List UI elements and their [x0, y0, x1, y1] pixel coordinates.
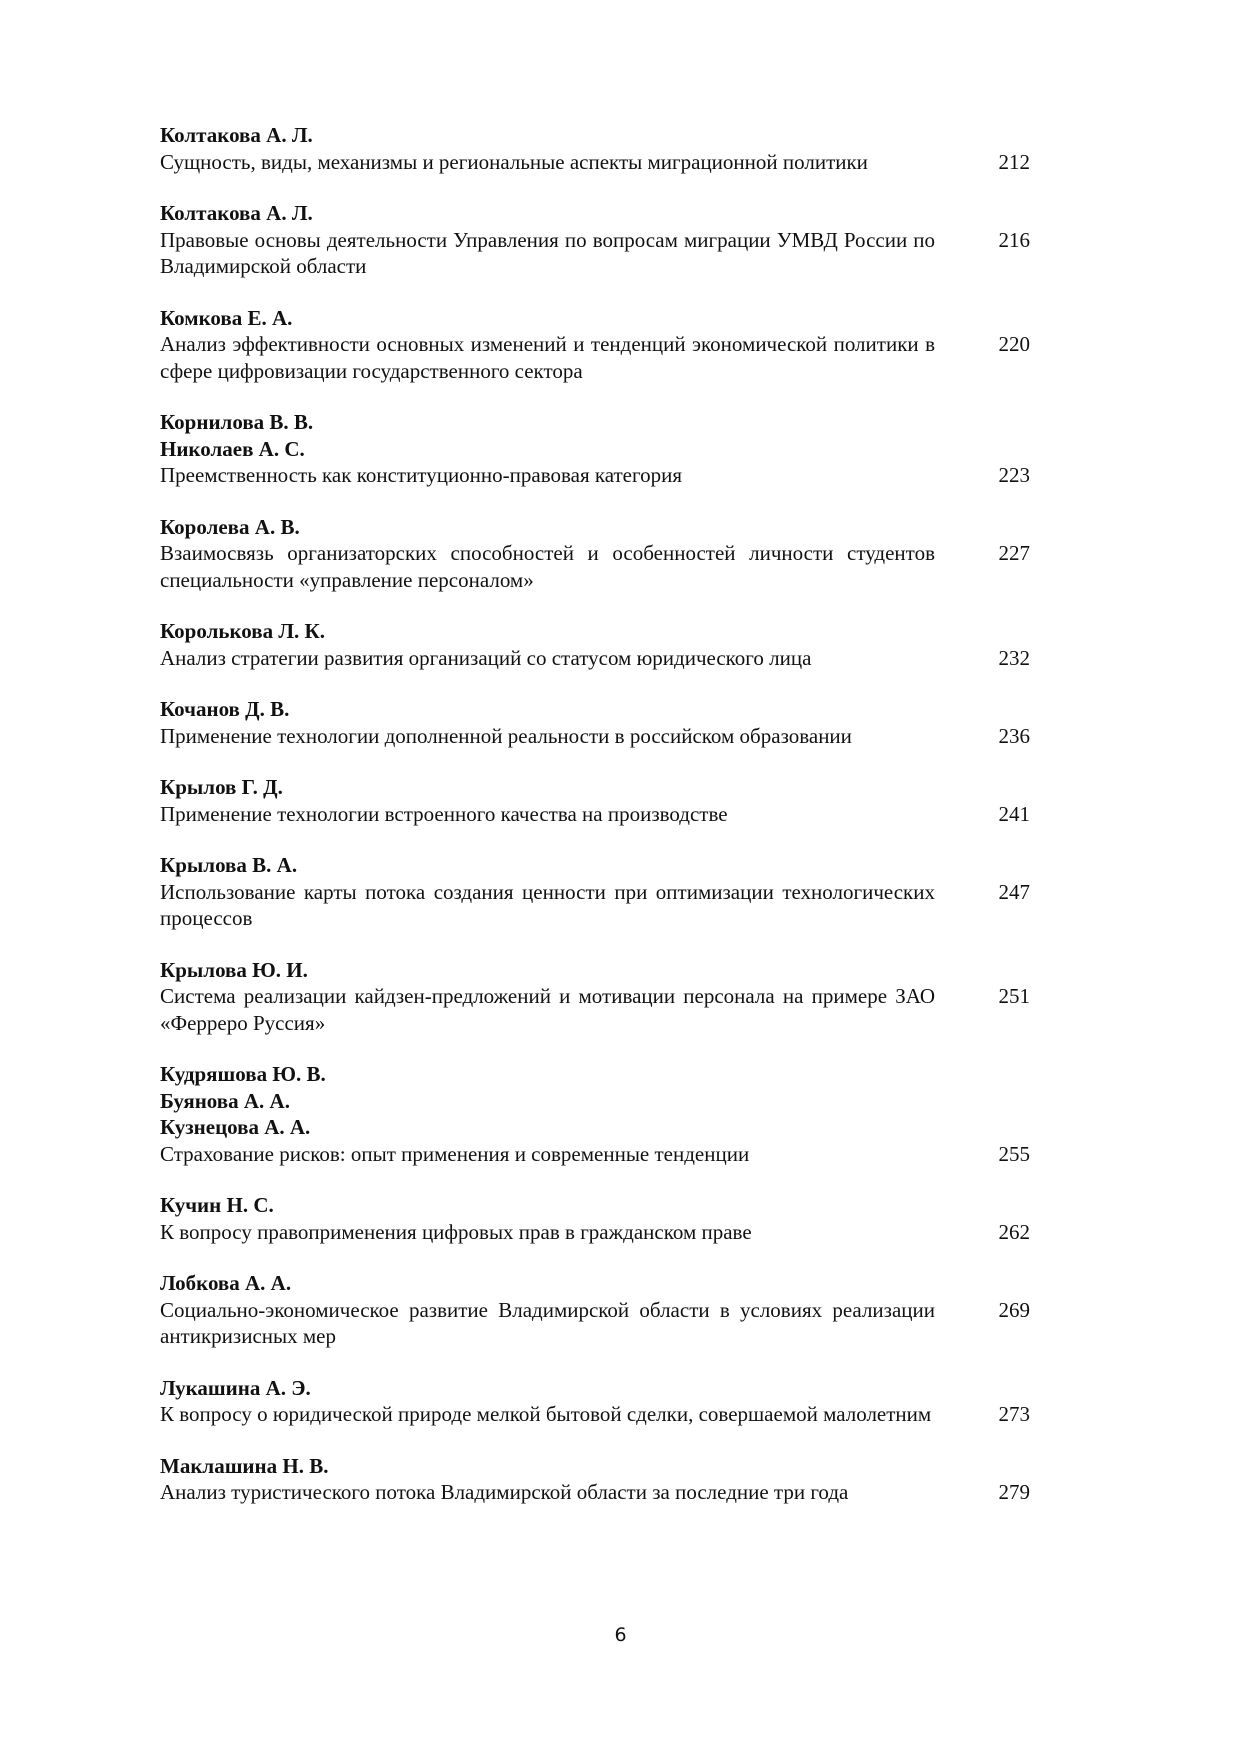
toc-row — [160, 331, 1030, 384]
toc-entry — [160, 618, 1030, 671]
article-title: Социально-экономическое развитие Владимирской области в условиях реализации антикризисных мер — [160, 1297, 935, 1348]
toc-row — [160, 801, 1030, 828]
page-ref: 279 — [998, 1480, 1030, 1504]
author-name: Королева А. В. — [160, 514, 300, 539]
page-ref: 220 — [998, 332, 1030, 356]
article-title: К вопросу о юридической природе мелкой бытовой сделки, совершаемой малолетним — [160, 1402, 932, 1426]
toc-entry — [160, 774, 1030, 827]
author-name: Кучин Н. С. — [160, 1193, 274, 1217]
toc-row — [160, 723, 1030, 750]
toc-row — [160, 1219, 1030, 1246]
article-title: Преемственность как конституционно-правовая категория — [160, 463, 682, 487]
article-title: Анализ стратегии развития организаций со статусом юридического лица — [160, 645, 812, 670]
author-name: Лукашина А. Э. — [160, 1375, 311, 1400]
article-title: Применение технологии встроенного качества на производстве — [160, 801, 728, 826]
toc-row — [160, 1479, 1030, 1506]
article-title: Система реализации кайдзен-предложений и мотивации персонала на примере ЗАО «Ферреро Руссия» — [160, 984, 935, 1035]
page-ref: 273 — [998, 1402, 1030, 1426]
author-name: Кудряшова Ю. В. — [160, 1062, 326, 1086]
toc-entry — [160, 1453, 1030, 1506]
article-title: Взаимосвязь организаторских способностей и особенностей личности студентов специальности «управление персоналом» — [160, 541, 935, 592]
toc-entry — [160, 1375, 1030, 1428]
article-title: Использование карты потока создания ценности при оптимизации технологических процессов — [160, 879, 935, 930]
author-name: Крылов Г. Д. — [160, 775, 283, 799]
author-name: Лобкова А. А. — [160, 1271, 292, 1295]
author-name: Крылова Ю. И. — [160, 957, 308, 982]
article-title: Правовые основы деятельности Управления по вопросам миграции УМВД России по Владимирской области — [160, 227, 935, 278]
table-of-contents — [160, 122, 1030, 1531]
author-name: Королькова Л. К. — [160, 619, 325, 643]
author-name: Кузнецова А. А. — [160, 1115, 311, 1139]
toc-entry — [160, 852, 1030, 932]
toc-row — [160, 540, 1030, 593]
toc-row — [160, 1401, 1030, 1428]
author-name: Буянова А. А. — [160, 1088, 290, 1113]
page-ref: 223 — [998, 463, 1030, 487]
page-ref: 269 — [998, 1297, 1030, 1322]
toc-row — [160, 1297, 1030, 1350]
toc-row — [160, 462, 1030, 489]
page-ref: 212 — [998, 149, 1030, 174]
toc-row — [160, 645, 1030, 672]
author-name: Колтакова А. Л. — [160, 201, 313, 225]
author-name: Николаев А. С. — [160, 436, 305, 461]
toc-row — [160, 1141, 1030, 1168]
page-ref: 232 — [998, 645, 1030, 670]
toc-entry — [160, 305, 1030, 385]
page-ref: 255 — [998, 1141, 1030, 1166]
page-ref: 227 — [998, 541, 1030, 565]
toc-entry — [160, 200, 1030, 280]
page-ref: 216 — [998, 227, 1030, 252]
toc-entry — [160, 1270, 1030, 1350]
article-title: К вопросу правоприменения цифровых прав в гражданском праве — [160, 1219, 752, 1244]
toc-entry — [160, 696, 1030, 749]
page-ref: 251 — [998, 984, 1030, 1008]
toc-row — [160, 227, 1030, 280]
toc-row — [160, 149, 1030, 176]
page-ref: 262 — [998, 1219, 1030, 1244]
toc-entry — [160, 122, 1030, 175]
author-name: Комкова Е. А. — [160, 305, 293, 330]
toc-entry — [160, 1061, 1030, 1167]
article-title: Применение технологии дополненной реальности в российском образовании — [160, 723, 852, 748]
toc-entry — [160, 1192, 1030, 1245]
author-name: Кочанов Д. В. — [160, 697, 290, 721]
page-ref: 241 — [998, 801, 1030, 826]
toc-entry — [160, 514, 1030, 594]
page-ref: 247 — [998, 879, 1030, 904]
article-title: Страхование рисков: опыт применения и современные тенденции — [160, 1141, 750, 1166]
toc-entry — [160, 957, 1030, 1037]
author-name: Корнилова В. В. — [160, 410, 314, 434]
author-name: Крылова В. А. — [160, 853, 298, 877]
toc-entry — [160, 409, 1030, 489]
author-name: Маклашина Н. В. — [160, 1453, 329, 1478]
article-title: Анализ туристического потока Владимирской области за последние три года — [160, 1480, 849, 1504]
toc-row — [160, 879, 1030, 932]
page-ref: 236 — [998, 723, 1030, 748]
article-title: Анализ эффективности основных изменений и тенденций экономической политики в сфере цифровизации государственного сектора — [160, 332, 935, 383]
toc-row — [160, 983, 1030, 1036]
article-title: Сущность, виды, механизмы и региональные аспекты миграционной политики — [160, 149, 868, 174]
author-name: Колтакова А. Л. — [160, 123, 313, 147]
page-number: 6 — [614, 1624, 627, 1646]
